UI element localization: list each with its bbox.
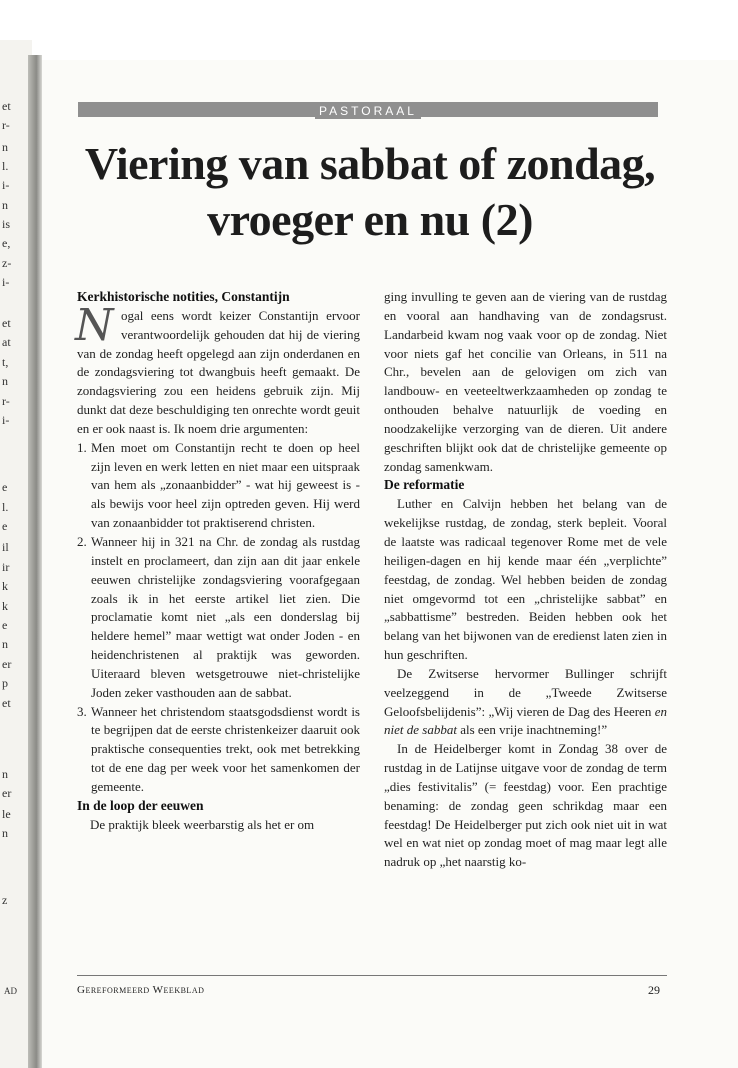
eeuwen-paragraph-start: De praktijk bleek weerbarstig als het er om: [90, 816, 315, 832]
previous-page-fragment: at: [2, 335, 11, 349]
argument-list: [77, 439, 360, 797]
drop-cap: N: [75, 299, 114, 351]
argument-text: Men moet om Constantijn recht te doen op heel zijn leven en werk letten en niet maar een uitspraak van hem als „zonaanbidder” - wat hij geweest is - als bewijs voor heel zijn optreden geven. Hij werd van zonaanbidder tot praktiserend christen.: [91, 439, 360, 531]
previous-page-fragment: n: [2, 637, 8, 651]
right-column: [384, 288, 667, 872]
previous-page-fragment: et: [2, 696, 11, 710]
previous-page-fragment: is: [2, 217, 11, 231]
argument-item: [77, 439, 360, 533]
previous-page-fragment: l.: [2, 159, 9, 173]
previous-page-fragment: er: [2, 786, 12, 800]
previous-page-fragment: e,: [2, 236, 11, 250]
reformatie-paragraph: Luther en Calvijn hebben het belang van de wekelijkse rustdag, de zondag, sterk bepleit. Vooral de laatste was radicaal tegenover Rome met de vele heiligen-dagen en hij kende maar één „verplichte” feestdag, de zondag. Wel hebben beiden de zondag niet omgevormd tot een „christelijke sabbat” en „sabbattisme” bestreden. Beiden hebben ook het belang van het bijwonen van de eredienst laten zien in hun geschriften.: [384, 496, 667, 663]
subheading-eeuwen: In de loop der eeuwen: [77, 797, 204, 813]
previous-page-fragment: il: [2, 540, 9, 554]
argument-number: 3.: [77, 703, 87, 719]
previous-page-fragment: e: [2, 618, 8, 632]
previous-page-footer-fragment: AD: [4, 986, 17, 996]
title-line-2: vroeger en nu (2): [207, 194, 533, 245]
previous-page-fragment: r-: [2, 394, 10, 408]
previous-page-fragment: et: [2, 99, 11, 113]
eeuwen-paragraph-continued: ging invulling te geven aan de viering van de rustdag en vooral aan handhaving van de zondagsrust. Landarbeid kwam nog vaak voor op de zondag. Niet voor niets gaf het concilie van Orleans, in 511 na Chr., bevelen aan de gelovigen om zich van landbouw- en veeteeltwerkzaamheden op zondag te onthouden behalve natuurlijk de voeding en noodzakelijke verzorging van de dieren. Uit andere geschriften blijkt ook dat de christelijke gemeente op zondag samenkwam.: [384, 289, 667, 474]
book-gutter: [28, 55, 42, 1068]
publication-name: Gereformeerd Weekblad: [77, 984, 205, 996]
bullinger-text-a: De Zwitserse hervormer Bullinger schrijft veelzeggend in de „Tweede Zwitserse Geloofsbelijdenis”: „Wij vieren de Dag des Heeren: [384, 665, 667, 719]
heidelberger-paragraph: In de Heidelberger komt in Zondag 38 over de rustdag in de Latijnse uitgave voor de zondag de term „dies festivitalis” (= feestdag) voor. Een prachtige benaming: de zondag geen schrikdag maar een feestdag! De Heidelberger put zich ook niet uit in wat wel en wat niet op zondag moet of mag maar legt alle nadruk op „het naarstig ko-: [384, 741, 667, 870]
previous-page-fragment: n: [2, 140, 8, 154]
previous-page-fragment: k: [2, 579, 8, 593]
intro-paragraph: [75, 299, 360, 439]
previous-page-fragment: ir: [2, 560, 10, 574]
intro-text: ogal eens wordt keizer Constantijn ervoor verantwoordelijk gehouden dat hij de viering van de zondag heeft opgelegd aan zijn onderdanen en de zondagsviering tot dwangbuis heeft gemaakt. De zondagsviering zou een heidens gebruik zijn. Mij dunkt dat deze beschuldiging ten onrechte wordt geuit en er ook naast is. Ik noem drie argumenten:: [77, 307, 360, 436]
argument-text: Wanneer hij in 321 na Chr. de zondag als rustdag instelt en proclameert, dan zijn aan dit jaar enkele eeuwen christelijke zondagsviering voorafgegaan zoals ik in het eerste artikel liet zien. Die proclamatie komt niet „als een donderslag bij heldere hemel” maar wettigt wat onder Joden - en heidenchristenen al praktijk was geworden. Uiteraard bleven wetsgetrouwe niet-christelijke Joden zeker vasthouden aan de sabbat.: [91, 533, 360, 700]
previous-page-fragment: et: [2, 316, 11, 330]
title-line-1: Viering van sabbat of zondag,: [84, 138, 656, 189]
previous-page-fragment: e: [2, 519, 8, 533]
previous-page-fragment: l.: [2, 500, 9, 514]
article-title: [60, 136, 680, 248]
previous-page-fragment: n: [2, 198, 8, 212]
previous-page-fragment: n: [2, 826, 8, 840]
footer-rule: [77, 975, 667, 976]
previous-page-fragment: n: [2, 767, 8, 781]
bullinger-italic: en niet de sabbat: [384, 703, 667, 738]
subheading-constantijn: Kerkhistorische notities, Constantijn: [77, 289, 290, 304]
previous-page-fragment: z-: [2, 256, 12, 270]
previous-page-fragment: i-: [2, 275, 10, 289]
argument-number: 1.: [77, 439, 87, 455]
argument-number: 2.: [77, 533, 87, 549]
previous-page-fragment: p: [2, 676, 8, 690]
previous-page-fragment: i-: [2, 178, 10, 192]
argument-text: Wanneer het christendom staatsgodsdienst wordt is te begrijpen dat de eerste christenkeizer daaruit ook praktische consequenties trekt, ook met betrekking tot de ene dag per week voor het samenkomen der gemeente.: [91, 703, 360, 794]
page-number: 29: [648, 983, 660, 997]
previous-page-fragment: r-: [2, 118, 10, 132]
previous-page-fragment: z: [2, 893, 8, 907]
previous-page-fragment: t,: [2, 355, 9, 369]
subheading-reformatie: De reformatie: [384, 477, 465, 493]
left-column: [77, 288, 360, 834]
previous-page-fragment: i-: [2, 413, 10, 427]
argument-item: [77, 703, 360, 797]
previous-page-fragment: le: [2, 807, 11, 821]
section-label: PASTORAAL: [315, 104, 421, 119]
previous-page-fragment: er: [2, 657, 12, 671]
section-header-bar: [78, 102, 658, 117]
previous-page-fragment: n: [2, 374, 8, 388]
previous-page-fragment: k: [2, 599, 8, 613]
bullinger-text-b: als een vrije inachtneming!”: [456, 722, 608, 738]
previous-page-fragment: e: [2, 480, 8, 494]
argument-item: [77, 533, 360, 703]
bullinger-paragraph: [384, 665, 667, 740]
